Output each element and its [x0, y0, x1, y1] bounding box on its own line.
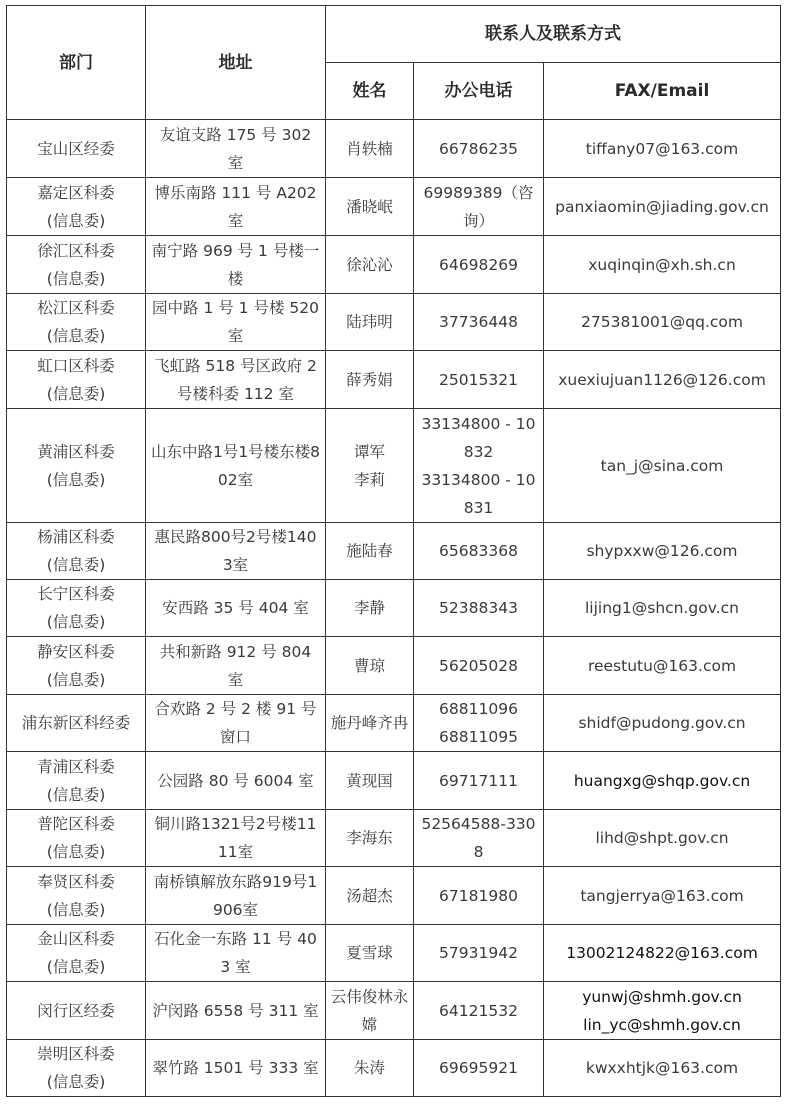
phone-cell: [414, 523, 544, 580]
phone-cell-text: 69695921: [439, 1059, 518, 1077]
address-cell: 合欢路 2 号 2 楼 91 号窗口: [146, 695, 326, 752]
table-row: [7, 294, 781, 351]
name-cell: [326, 810, 414, 867]
name-cell-text: 施丹峰齐冉: [330, 714, 409, 732]
email-cell-text: xuexiujuan1126@126.com: [558, 370, 766, 389]
table-row: [7, 409, 781, 523]
email-cell: [544, 178, 781, 236]
dept-cell: [7, 178, 146, 236]
phone-cell: [414, 867, 544, 925]
phone-cell-text: 52564588-3308: [421, 815, 536, 861]
name-cell: [326, 637, 414, 695]
phone-cell-text: 64121532: [439, 1001, 518, 1020]
name-cell: [326, 867, 414, 925]
phone-cell: [414, 637, 544, 695]
name-cell: [326, 351, 414, 409]
name-cell-text: 夏雪球: [346, 944, 393, 962]
header-dept: 部门: [7, 6, 146, 120]
dept-cell-text: (信息委): [46, 613, 106, 631]
name-cell-text: 朱涛: [353, 1059, 385, 1077]
table-row: [7, 925, 781, 982]
name-cell: [326, 409, 414, 523]
header-contact-group: 联系人及联系方式: [326, 6, 781, 63]
email-cell: [544, 695, 781, 752]
dept-cell: [7, 810, 146, 867]
name-cell-text: 陆玮明: [346, 313, 393, 331]
phone-cell-text: 33134800 - 10831: [421, 470, 536, 517]
dept-cell-text: 奉贤区科委: [37, 872, 115, 891]
phone-cell: [414, 178, 544, 236]
dept-cell-text: 静安区科委: [37, 642, 115, 661]
address-cell: 南桥镇解放东路919号1906室: [146, 867, 326, 925]
email-cell-text: reestutu@163.com: [587, 656, 737, 675]
dept-cell-text: (信息委): [46, 670, 106, 689]
phone-cell-text: 37736448: [439, 313, 518, 331]
header-name: 姓名: [326, 63, 414, 120]
dept-cell-text: (信息委): [46, 958, 106, 976]
address-cell: 飞虹路 518 号区政府 2 号楼科委 112 室: [146, 351, 326, 409]
name-cell: [326, 1040, 414, 1097]
name-cell-text: 徐沁沁: [346, 255, 393, 274]
phone-cell-text: 57931942: [439, 944, 518, 962]
name-cell: [326, 752, 414, 810]
address-cell: 园中路 1 号 1 号楼 520 室: [146, 294, 326, 351]
name-cell-text: 肖轶楠: [346, 139, 393, 158]
dept-cell: [7, 236, 146, 294]
email-cell-text: tiffany07@163.com: [585, 139, 739, 158]
email-cell-text: 13002124822@163.com: [566, 944, 758, 962]
table-row: [7, 120, 781, 178]
phone-cell-text: 64698269: [439, 255, 518, 274]
table-header: [7, 6, 781, 120]
table-row: [7, 695, 781, 752]
name-cell: [326, 236, 414, 294]
dept-cell-text: 青浦区科委: [37, 757, 115, 776]
phone-cell: [414, 351, 544, 409]
address-cell: 共和新路 912 号 804 室: [146, 637, 326, 695]
email-cell-text: yunwj@shmh.gov.cn: [582, 987, 742, 1006]
table-row: [7, 637, 781, 695]
phone-cell: [414, 695, 544, 752]
dept-cell: [7, 1040, 146, 1097]
email-cell-text: shypxxw@126.com: [586, 542, 738, 560]
table-row: [7, 810, 781, 867]
dept-cell-text: 徐汇区科委: [37, 241, 115, 260]
email-cell: [544, 351, 781, 409]
dept-cell: [7, 294, 146, 351]
address-cell: 南宁路 969 号 1 号楼一楼: [146, 236, 326, 294]
phone-cell-text: 68811096: [439, 700, 518, 718]
table-row: [7, 580, 781, 637]
name-cell-text: 曹琼: [353, 656, 385, 675]
email-cell: [544, 580, 781, 637]
dept-cell-text: 黄浦区科委: [37, 442, 115, 461]
dept-cell-text: (信息委): [46, 900, 106, 919]
dept-cell: [7, 867, 146, 925]
dept-cell-text: 嘉定区科委: [37, 183, 115, 202]
dept-cell-text: (信息委): [46, 470, 106, 489]
dept-cell: [7, 752, 146, 810]
email-cell: [544, 982, 781, 1040]
phone-cell: [414, 294, 544, 351]
header-fax-email: FAX/Email: [544, 63, 781, 120]
email-cell-text: lihd@shpt.gov.cn: [595, 829, 729, 847]
name-cell: [326, 580, 414, 637]
email-cell: [544, 409, 781, 523]
header-phone: 办公电话: [414, 63, 544, 120]
phone-cell: [414, 925, 544, 982]
dept-cell-text: (信息委): [46, 269, 106, 288]
dept-cell-text: 浦东新区科经委: [21, 714, 131, 732]
table-body: [7, 120, 781, 1097]
dept-cell: [7, 925, 146, 982]
email-cell: [544, 925, 781, 982]
phone-cell-text: 68811095: [439, 728, 518, 746]
phone-cell-text: 25015321: [439, 370, 518, 389]
dept-cell-text: 金山区科委: [37, 930, 115, 948]
dept-cell: [7, 695, 146, 752]
address-cell: 山东中路1号1号楼东楼802室: [146, 409, 326, 523]
dept-cell: [7, 409, 146, 523]
address-cell: 安西路 35 号 404 室: [146, 580, 326, 637]
phone-cell-text: 66786235: [439, 139, 518, 158]
email-cell-text: tan_j@sina.com: [600, 456, 724, 475]
email-cell: [544, 867, 781, 925]
email-cell-text: lijing1@shcn.gov.cn: [585, 599, 739, 617]
name-cell-text: 李静: [353, 599, 385, 617]
email-cell-text: lin_yc@shmh.gov.cn: [583, 1015, 741, 1034]
email-cell-text: shidf@pudong.gov.cn: [578, 714, 746, 732]
name-cell: [326, 294, 414, 351]
dept-cell-text: (信息委): [46, 384, 106, 403]
table-row: [7, 351, 781, 409]
dept-cell: [7, 637, 146, 695]
dept-cell-text: 崇明区科委: [37, 1045, 115, 1063]
email-cell: [544, 810, 781, 867]
email-cell: [544, 1040, 781, 1097]
address-cell: 公园路 80 号 6004 室: [146, 752, 326, 810]
dept-cell: [7, 351, 146, 409]
dept-cell: [7, 523, 146, 580]
name-cell-text: 施陆春: [346, 542, 393, 560]
email-cell-text: 275381001@qq.com: [581, 313, 743, 331]
phone-cell: [414, 120, 544, 178]
name-cell-text: 云伟俊林永嫦: [330, 987, 409, 1034]
phone-cell-text: 33134800 - 10832: [421, 414, 536, 461]
dept-cell: [7, 580, 146, 637]
dept-cell-text: (信息委): [46, 1073, 106, 1091]
email-cell: [544, 637, 781, 695]
phone-cell: [414, 580, 544, 637]
name-cell: [326, 925, 414, 982]
phone-cell-text: 69989389（咨询）: [423, 183, 534, 230]
email-cell-text: huangxg@shqp.gov.cn: [573, 771, 751, 790]
name-cell: [326, 178, 414, 236]
table-row: [7, 982, 781, 1040]
dept-cell-text: 宝山区经委: [37, 139, 115, 158]
name-cell-text: 李莉: [353, 470, 385, 489]
email-cell: [544, 294, 781, 351]
address-cell: 博乐南路 111 号 A202 室: [146, 178, 326, 236]
name-cell-text: 潘晓岷: [346, 197, 393, 216]
name-cell-text: 李海东: [346, 829, 393, 847]
phone-cell-text: 67181980: [439, 886, 518, 905]
phone-cell: [414, 409, 544, 523]
address-cell: 沪闵路 6558 号 311 室: [146, 982, 326, 1040]
name-cell: [326, 523, 414, 580]
table-row: [7, 867, 781, 925]
dept-cell-text: 杨浦区科委: [37, 528, 115, 546]
phone-cell-text: 52388343: [439, 599, 518, 617]
dept-cell-text: (信息委): [46, 556, 106, 574]
address-cell: 惠民路800号2号楼1403室: [146, 523, 326, 580]
dept-cell-text: (信息委): [46, 785, 106, 804]
email-cell-text: kwxxhtjk@163.com: [585, 1059, 739, 1077]
dept-cell-text: 虹口区科委: [37, 356, 115, 375]
dept-cell-text: 长宁区科委: [37, 585, 115, 603]
table-row: [7, 752, 781, 810]
name-cell-text: 薛秀娟: [346, 370, 393, 389]
email-cell-text: xuqinqin@xh.sh.cn: [588, 255, 736, 274]
table-row: [7, 1040, 781, 1097]
phone-cell: [414, 236, 544, 294]
address-cell: 翠竹路 1501 号 333 室: [146, 1040, 326, 1097]
phone-cell-text: 65683368: [439, 542, 518, 560]
email-cell-text: tangjerrya@163.com: [580, 886, 744, 905]
dept-cell: [7, 982, 146, 1040]
email-cell: [544, 752, 781, 810]
phone-cell: [414, 752, 544, 810]
email-cell: [544, 120, 781, 178]
phone-cell: [414, 1040, 544, 1097]
name-cell-text: 谭军: [353, 442, 385, 461]
name-cell: [326, 695, 414, 752]
table-row: [7, 523, 781, 580]
name-cell-text: 汤超杰: [346, 886, 393, 905]
contacts-table: [6, 5, 781, 1097]
dept-cell-text: (信息委): [46, 327, 106, 345]
table-row: [7, 236, 781, 294]
dept-cell-text: 闵行区经委: [37, 1001, 115, 1020]
dept-cell-text: (信息委): [46, 843, 106, 861]
address-cell: 友谊支路 175 号 302 室: [146, 120, 326, 178]
dept-cell-text: 松江区科委: [37, 299, 115, 317]
dept-cell: [7, 120, 146, 178]
phone-cell: [414, 810, 544, 867]
name-cell: [326, 982, 414, 1040]
address-cell: 铜川路1321号2号楼1111室: [146, 810, 326, 867]
dept-cell-text: (信息委): [46, 211, 106, 230]
email-cell: [544, 523, 781, 580]
email-cell-text: panxiaomin@jiading.gov.cn: [555, 197, 769, 216]
dept-cell-text: 普陀区科委: [37, 815, 115, 833]
address-cell: 石化金一东路 11 号 403 室: [146, 925, 326, 982]
phone-cell: [414, 982, 544, 1040]
phone-cell-text: 56205028: [439, 656, 518, 675]
email-cell: [544, 236, 781, 294]
name-cell-text: 黄现国: [346, 771, 393, 790]
header-address: 地址: [146, 6, 326, 120]
phone-cell-text: 69717111: [439, 771, 518, 790]
table-row: [7, 178, 781, 236]
name-cell: [326, 120, 414, 178]
